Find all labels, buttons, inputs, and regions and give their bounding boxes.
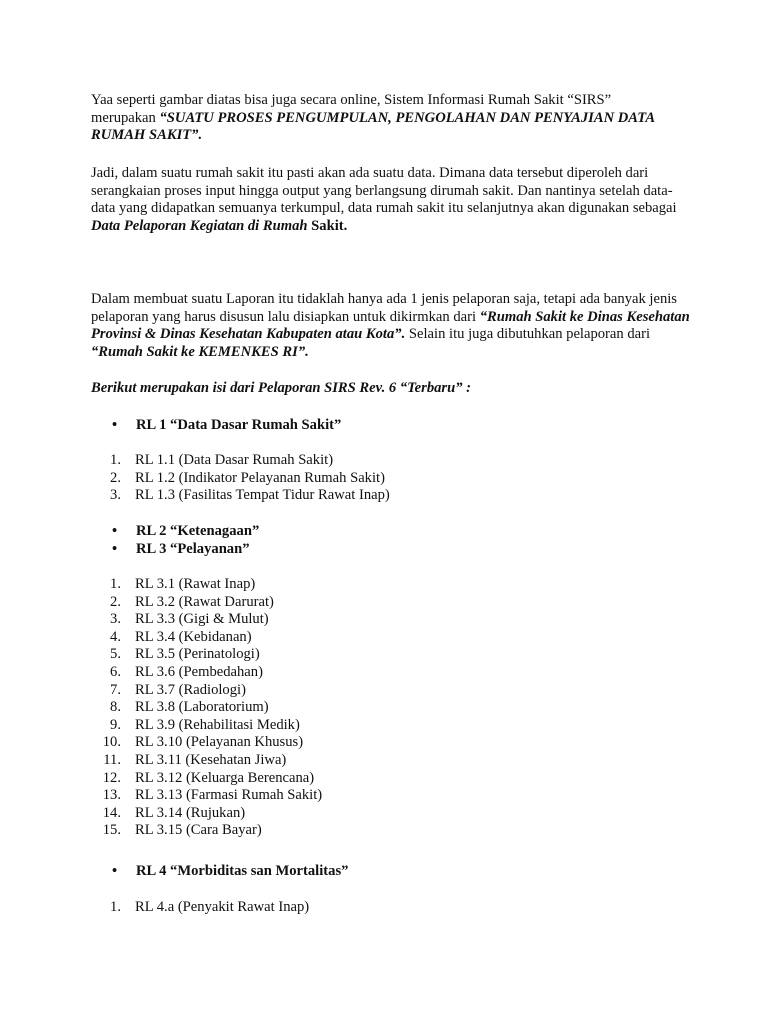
list-item: 2. RL 3.2 (Rawat Darurat) — [110, 593, 274, 610]
bullet-dot: • — [112, 541, 118, 557]
list-rl1 — [91, 452, 390, 505]
data-emphasis: Data Pelaporan Kegiatan di Rumah — [91, 217, 308, 234]
bullet-rl1 — [112, 417, 672, 435]
data-emphasis-end: Sakit. — [311, 217, 348, 234]
list-item: 14. RL 3.14 (Rujukan) — [102, 804, 246, 821]
list-item: 7. RL 3.7 (Radiologi) — [110, 681, 246, 698]
bullet-dot: • — [112, 863, 118, 879]
list-item: 13. RL 3.13 (Farmasi Rumah Sakit) — [102, 787, 323, 804]
laporan-emphasis-2: “Rumah Sakit ke KEMENKES RI”. — [91, 343, 309, 360]
heading-isi-pelaporan: Berikut merupakan isi dari Pelaporan SIRS Rev. 6 “Terbaru” : — [91, 380, 472, 396]
bullet-text: RL 1 “Data Dasar Rumah Sakit” — [136, 417, 342, 433]
paragraph-data — [91, 165, 691, 235]
bullet-text: RL 2 “Ketenagaan” — [136, 523, 260, 539]
list-item: 11. RL 3.11 (Kesehatan Jiwa) — [103, 751, 287, 768]
data-text: Jadi, dalam suatu rumah sakit itu pasti akan ada suatu data. Dimana data tersebut diperoleh dari serangkaian proses input hingga output yang berlangsung dirumah sakit. Dan nantinya setelah data-data yang didapatkan semuanya terkumpul, data rumah sakit itu selanjutnya akan digunakan sebagai — [91, 165, 677, 216]
paragraph-intro — [91, 92, 691, 145]
intro-lead: merupakan — [91, 109, 156, 126]
list-item: 8. RL 3.8 (Laboratorium) — [110, 699, 269, 716]
bullet-rl3 — [112, 541, 672, 559]
list-item: 1. RL 1.1 (Data Dasar Rumah Sakit) — [110, 452, 334, 468]
bullet-rl4 — [112, 863, 672, 881]
laporan-emphasis-1: “Rumah Sakit ke Dinas Kesehatan Provinsi & Dinas Kesehatan Kabupaten atau Kota”. — [91, 308, 690, 342]
intro-emphasis: “SUATU PROSES PENGUMPULAN, PENGOLAHAN DAN PENYAJIAN DATA RUMAH SAKIT”. — [91, 109, 655, 143]
paragraph-laporan — [91, 291, 691, 361]
list-item: 3. RL 1.3 (Fasilitas Tempat Tidur Rawat Inap) — [110, 487, 390, 504]
list-item: 1. RL 4.a (Penyakit Rawat Inap) — [110, 899, 310, 915]
list-item: 5. RL 3.5 (Perinatologi) — [110, 646, 260, 663]
bullet-dot: • — [112, 417, 118, 433]
list-item: 1. RL 3.1 (Rawat Inap) — [110, 576, 256, 592]
list-item: 3. RL 3.3 (Gigi & Mulut) — [110, 611, 269, 628]
bullet-rl2 — [112, 523, 672, 541]
list-rl4 — [91, 899, 310, 917]
list-item: 9. RL 3.9 (Rehabilitasi Medik) — [110, 716, 300, 733]
intro-text: Yaa seperti gambar diatas bisa juga secara online, Sistem Informasi Rumah Sakit “SIRS” — [91, 92, 612, 108]
bullet-dot: • — [112, 523, 118, 539]
bullet-text: RL 4 “Morbiditas san Mortalitas” — [136, 863, 349, 879]
laporan-text-2: Selain itu juga dibutuhkan pelaporan dari — [408, 326, 651, 342]
laporan-text-1: Dalam membuat suatu Laporan itu tidaklah hanya ada 1 jenis pelaporan saja, tetapi ada banyak jenis pelaporan yang harus disusun lalu disiapkan untuk dikirmkan dari — [91, 291, 677, 325]
list-item: 15. RL 3.15 (Cara Bayar) — [102, 822, 262, 839]
list-rl3 — [91, 576, 323, 840]
list-item: 12. RL 3.12 (Keluarga Berencana) — [102, 769, 315, 786]
bullet-text: RL 3 “Pelayanan” — [136, 541, 250, 557]
list-item: 2. RL 1.2 (Indikator Pelayanan Rumah Sakit) — [110, 469, 385, 486]
list-item: 10. RL 3.10 (Pelayanan Khusus) — [102, 734, 304, 751]
list-item: 4. RL 3.4 (Kebidanan) — [110, 628, 252, 645]
list-item: 6. RL 3.6 (Pembedahan) — [110, 663, 263, 680]
